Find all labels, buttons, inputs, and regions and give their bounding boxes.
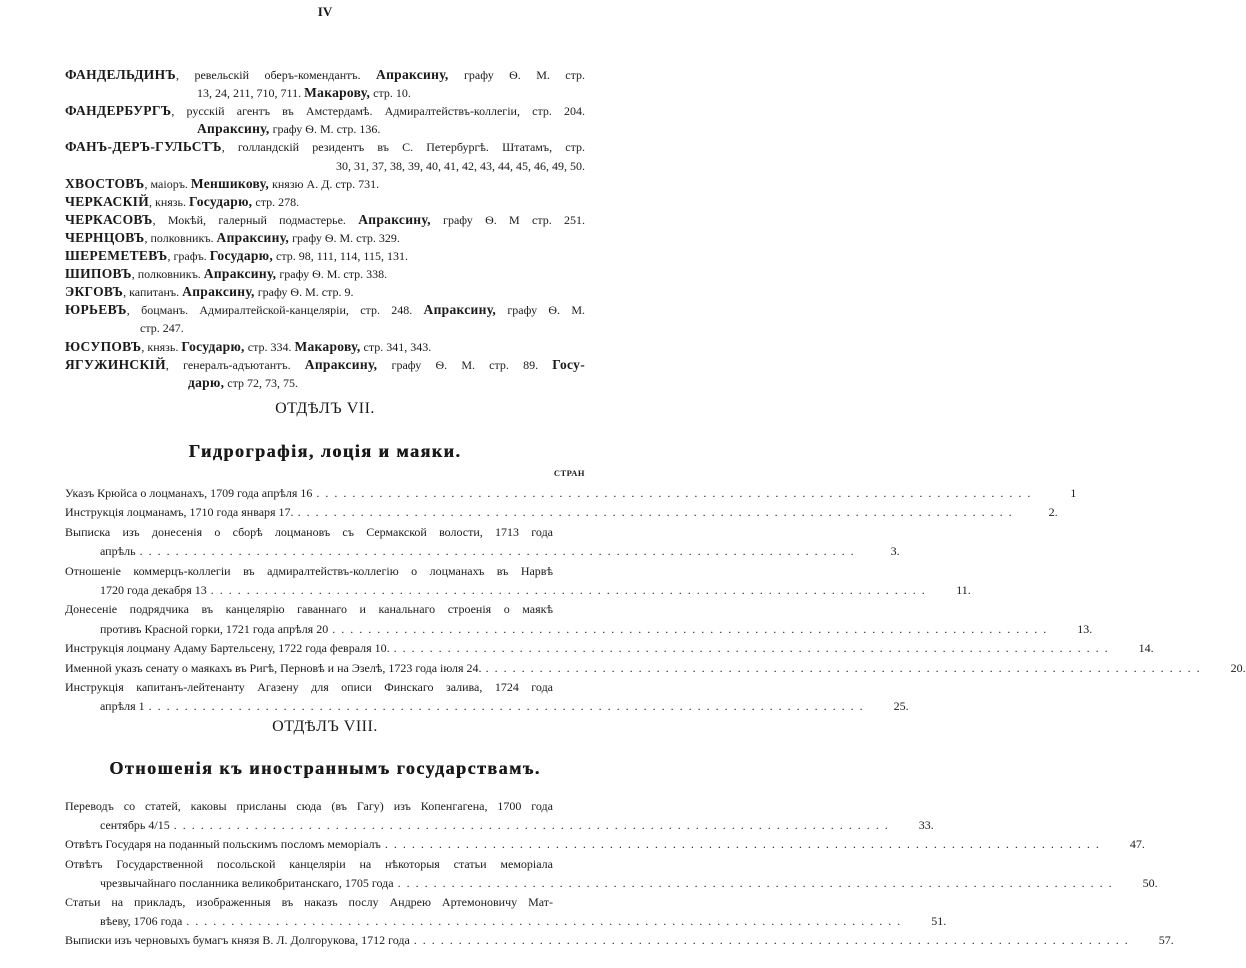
index-text: , графъ. — [167, 249, 210, 263]
toc-page-number: 14. — [1138, 641, 1154, 656]
index-text: князю А. Д. стр. 731. — [269, 176, 380, 191]
index-entry-line — [65, 176, 585, 192]
index-text: графу Ѳ. М. — [496, 303, 585, 318]
dot-leader: ................................................................................ — [384, 837, 1105, 852]
index-entry-line — [65, 139, 585, 155]
toc-item-title: Инструкція капитанъ-лейтенанту Агазену для описи Финскаго залива, 1724 года — [65, 680, 553, 694]
index-entry-line — [188, 375, 585, 391]
toc-page-number: 51. — [931, 914, 947, 929]
index-text: , голландскій резидентъ въ С. Петербургѣ. Штатамъ, стр. — [221, 140, 585, 155]
index-text: , генералъ-адъютантъ. — [165, 357, 305, 372]
toc-page-number: 3. — [890, 544, 900, 559]
index-text: стр. 278. — [252, 194, 300, 209]
toc-line — [65, 894, 553, 910]
toc-item-title: Именной указъ сенату о маякахъ въ Ригѣ, Перновѣ и на Эзелѣ, 1723 года іюля 24. — [65, 660, 482, 675]
toc-page-number: 11. — [956, 583, 971, 597]
toc-line — [65, 504, 1058, 520]
dot-leader: ................................................................................ — [186, 914, 907, 929]
dot-leader: ................................................................................ — [413, 933, 1134, 948]
index-bold-text: Государю, — [181, 338, 245, 354]
toc-line — [65, 660, 1246, 676]
toc-line — [100, 817, 934, 833]
index-entry-line — [65, 266, 585, 282]
index-text: стр. 247. — [140, 321, 184, 336]
index-text: стр. 98, 111, 114, 115, 131. — [273, 249, 408, 263]
index-bold-text: ШЕРЕМЕТЕВЪ — [65, 248, 168, 263]
index-text: графу Ѳ. М. стр. 338. — [276, 267, 388, 282]
index-text: , полковникъ. — [144, 230, 217, 245]
index-entry-line — [197, 85, 585, 101]
index-entry-line — [65, 302, 585, 318]
index-bold-text: ФАНДЕРБУРГЪ — [65, 103, 172, 119]
index-text: , капитанъ. — [123, 285, 183, 300]
index-bold-text: Апраксину, — [358, 211, 431, 227]
toc-line — [65, 798, 553, 814]
index-bold-text: Апраксину, — [216, 229, 290, 245]
index-entry-line — [65, 339, 585, 355]
index-bold-text: Апраксину, — [376, 67, 449, 82]
dot-leader: ................................................................................ — [332, 621, 1053, 636]
toc-line — [100, 582, 971, 598]
toc-item-title: Донесеніе подрядчика въ канцелярію гаваннаго и канальнаго строенія о маякѣ — [65, 602, 553, 617]
toc-item-title: апрѣля 1 — [100, 699, 145, 714]
index-text: , боцманъ. Адмиралтейской-канцеляріи, стр. 248. — [126, 303, 424, 318]
toc-item-title: Отношеніе коммерцъ-коллегіи въ адмиралтействъ-коллегію о лоцманахъ въ Нарвѣ — [65, 563, 553, 578]
index-text: 30, 31, 37, 38, 39, 40, 41, 42, 43, 44, 45, 46, 49, 50. — [336, 158, 585, 173]
index-bold-text: ФАНДЕЛЬДИНЪ — [65, 67, 177, 82]
toc-line — [65, 601, 553, 617]
index-bold-text: Государю, — [189, 193, 253, 209]
index-bold-text: ЮРЬЕВЪ — [65, 302, 127, 318]
index-text: графу Ѳ. М. стр. 89. — [377, 357, 553, 372]
toc-page-number: 20. — [1230, 660, 1246, 675]
index-text: графу Ѳ. М. стр. 9. — [254, 285, 354, 300]
toc-page-number: 13. — [1077, 621, 1093, 636]
toc-line — [100, 543, 900, 559]
index-text: графу Ѳ. М. стр. — [448, 68, 586, 82]
toc-page-number: 1 — [1070, 486, 1077, 500]
dot-leader: ................................................................................ — [210, 583, 931, 597]
index-bold-text: ШИПОВЪ — [65, 266, 132, 282]
toc-item-title: Отвѣтъ Государственной посольской канцеляріи на нѣкоторыя статьи меморіала — [65, 856, 553, 871]
toc-line — [65, 563, 553, 579]
toc-item-title: Инструкція лоцману Адаму Бартельсену, 1722 года февраля 10. — [65, 641, 390, 656]
index-text: , полковникъ. — [131, 267, 204, 282]
dot-leader: ................................................................................ — [485, 660, 1206, 675]
toc-line — [100, 621, 1093, 637]
toc-line — [65, 524, 553, 540]
index-text: графу Ѳ. М. стр. 329. — [289, 230, 400, 245]
index-bold-text: ЧЕРНЦОВЪ — [65, 229, 145, 245]
toc-item-title: чрезвычайнаго посланника великобританскаго, 1705 года — [100, 875, 394, 890]
toc-item-title: апрѣль — [100, 544, 136, 559]
index-bold-text: ЭКГОВЪ — [65, 284, 124, 300]
index-text: , князь. — [149, 194, 190, 209]
toc-line — [100, 698, 909, 714]
index-bold-text: Макарову, — [304, 85, 371, 101]
index-bold-text: ХВОСТОВЪ — [65, 175, 145, 191]
index-text: стр. 10. — [370, 86, 411, 101]
index-bold-text: ЧЕРКАСОВЪ — [65, 211, 153, 227]
index-text: графу Ѳ. М стр. 251. — [430, 212, 586, 227]
index-entry-line — [65, 284, 585, 300]
index-entry-line — [65, 194, 585, 210]
toc-line — [65, 485, 1077, 501]
toc-item-title: Инструкція лоцманамъ, 1710 года января 17. — [65, 505, 294, 520]
index-bold-text: ЮСУПОВЪ — [65, 338, 142, 354]
index-entry-line — [140, 320, 585, 336]
page-column-header: СТРАН — [553, 468, 585, 478]
index-bold-text: Апраксину, — [203, 266, 277, 282]
toc-page-number: 57. — [1158, 933, 1174, 948]
index-bold-text: Апраксину, — [182, 284, 255, 300]
toc-line — [65, 932, 1174, 948]
page-number: IV — [317, 4, 333, 19]
dot-leader: ................................................................................ — [297, 505, 1018, 520]
section-7-heading: ОТДѢЛЪ VII. — [275, 400, 375, 417]
dot-leader: ................................................................................ — [316, 486, 1037, 500]
toc-page-number: 47. — [1129, 837, 1145, 852]
toc-page-number: 25. — [893, 699, 909, 714]
section-7-title: Гидрографія, лоція и маяки. — [188, 441, 462, 461]
toc-item-title: Переводъ со статей, каковы присланы сюда (въ Гагу) изъ Копенгагена, 1700 года — [65, 799, 553, 813]
index-text: , русскій агентъ въ Амстердамѣ. Адмиралтействъ-коллегіи, стр. 204. — [171, 104, 585, 119]
index-text: стр 72, 73, 75. — [224, 375, 298, 390]
index-entry-line — [65, 67, 585, 83]
toc-line — [65, 679, 553, 695]
toc-line — [65, 836, 1145, 852]
toc-line — [100, 875, 1158, 891]
index-text: графу Ѳ. М. стр. 136. — [269, 122, 381, 137]
index-entry-line — [197, 121, 585, 137]
toc-line — [65, 856, 553, 872]
index-bold-text: ФАНЪ-ДЕРЪ-ГУЛЬСТЪ — [65, 139, 222, 155]
index-bold-text: Апраксину, — [304, 356, 378, 372]
index-bold-text: Апраксину, — [423, 302, 497, 318]
index-bold-text: Макарову, — [294, 338, 361, 354]
dot-leader: ................................................................................ — [148, 699, 869, 714]
toc-line — [65, 640, 1154, 656]
toc-item-title: сентябрь 4/15 — [100, 818, 170, 833]
toc-item-title: Выписка изъ донесенія о сборѣ лоцмановъ съ Сермакской волости, 1713 года — [65, 524, 553, 539]
index-entry-line — [65, 230, 585, 246]
index-bold-text: Меншикову, — [190, 175, 270, 191]
dot-leader: ................................................................................ — [173, 818, 894, 833]
index-text: стр. 334. — [244, 339, 295, 354]
toc-item-title: Выписки изъ черновыхъ бумагъ князя В. Л. Долгорукова, 1712 года — [65, 933, 410, 948]
toc-line — [100, 913, 947, 929]
index-entry-line — [65, 158, 585, 174]
index-entry-line — [65, 212, 585, 228]
toc-item-title: Статьи на прикладъ, изображенныя въ наказъ послу Андрею Артемоновичу Мат- — [65, 895, 553, 909]
index-text: стр. 341, 343. — [360, 339, 432, 354]
section-8-title: Отношенія къ иностраннымъ государствамъ. — [109, 758, 541, 778]
toc-item-title: вѣеву, 1706 года — [100, 914, 183, 929]
index-entry-line — [65, 103, 585, 119]
dot-leader: ................................................................................ — [139, 544, 860, 559]
toc-item-title: 1720 года декабря 13 — [100, 583, 207, 597]
index-bold-text: дарю, — [188, 374, 225, 390]
index-text: 13, 24, 211, 710, 711. — [197, 86, 305, 101]
dot-leader: ................................................................................ — [393, 641, 1114, 656]
index-entry-line — [65, 357, 585, 373]
dot-leader: ................................................................................ — [397, 875, 1118, 890]
index-bold-text: Госу- — [552, 356, 585, 372]
section-8-heading: ОТДѢЛЪ VIII. — [272, 718, 378, 735]
index-text: , Мокѣй, галерный подмастерье. — [152, 212, 359, 227]
toc-item-title: Отвѣтъ Государя на поданный польскимъ посломъ меморіалъ — [65, 837, 381, 852]
index-bold-text: Государю, — [209, 248, 274, 263]
index-text: , ревельскій оберъ-комендантъ. — [176, 68, 377, 82]
toc-item-title: противъ Красной горки, 1721 года апрѣля 20 — [100, 621, 329, 636]
toc-page-number: 33. — [918, 818, 934, 833]
toc-page-number: 2. — [1048, 505, 1058, 520]
index-text: , князь. — [141, 339, 182, 354]
index-text: , маіоръ. — [144, 176, 191, 191]
index-entry-line — [65, 248, 585, 264]
toc-page-number: 50. — [1142, 875, 1158, 890]
index-bold-text: ЧЕРКАСКІЙ — [65, 193, 150, 209]
toc-item-title: Указъ Крюйса о лоцманахъ, 1709 года апрѣля 16 — [65, 486, 313, 500]
index-bold-text: Апраксину, — [197, 121, 270, 137]
index-bold-text: ЯГУЖИНСКІЙ — [65, 356, 166, 372]
